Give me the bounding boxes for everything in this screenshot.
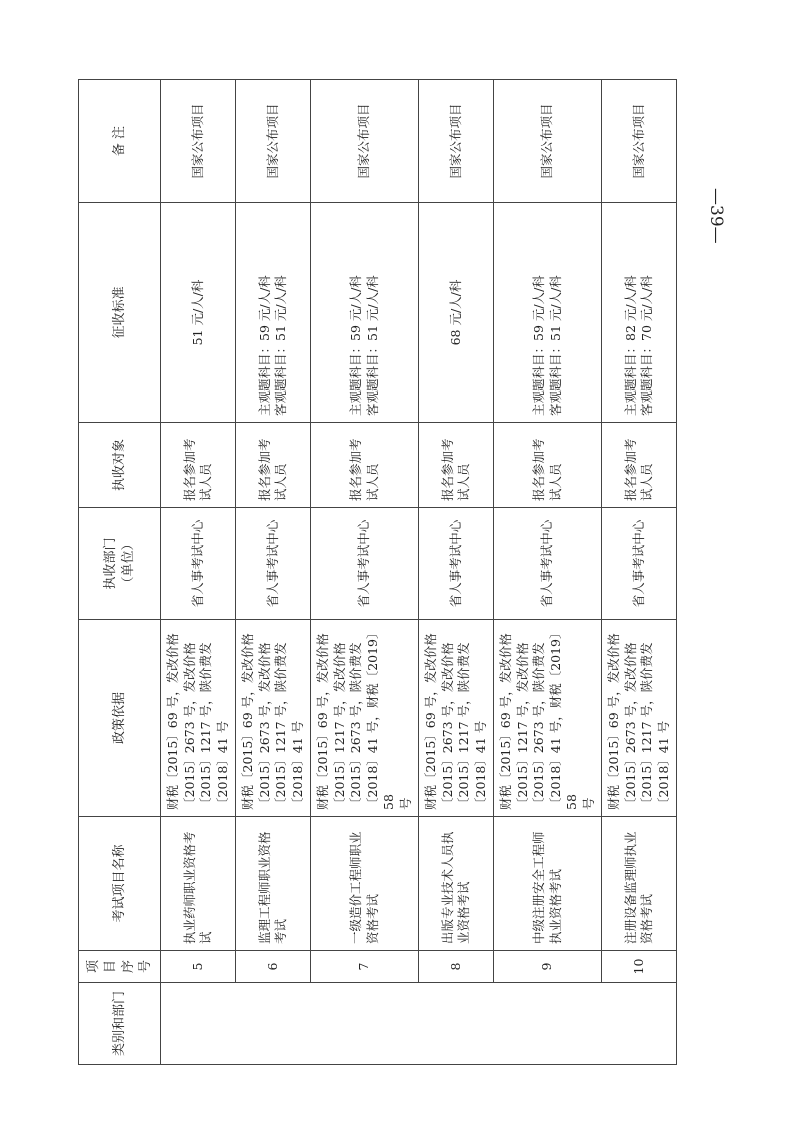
basis-line: 〔2015〕1217 号，陕价费发 xyxy=(273,642,288,810)
basis-line: 〔2015〕2673 号，发改价格 xyxy=(439,642,455,810)
basis-cell xyxy=(161,620,236,817)
remark-cell: 国家公布项目 xyxy=(494,80,602,203)
header-dept-label: 执收部门 xyxy=(103,537,119,590)
dept-cell: 省人事考试中心 xyxy=(311,508,419,620)
basis-line: 财税〔2015〕69 号，发改价格 xyxy=(423,633,438,810)
standard-line: 客观题科目：51 元/人/科 xyxy=(364,275,380,416)
standard-cell xyxy=(602,203,677,423)
standard-line: 客观题科目：51 元/人/科 xyxy=(547,275,563,416)
dept-cell: 省人事考试中心 xyxy=(602,508,677,620)
table-row xyxy=(602,80,677,1065)
standard-cell xyxy=(311,203,419,423)
standard-cell xyxy=(236,203,311,423)
basis-cell xyxy=(311,620,419,817)
standard-line: 客观题科目：70 元/人/科 xyxy=(639,275,654,416)
name-cell: 注册设备监理师执业资格考试 xyxy=(602,817,677,951)
standard-line: 主观题科目：82 元/人/科 xyxy=(622,275,638,416)
standard-line: 68 元/人/科 xyxy=(447,279,463,346)
page-number: —39— xyxy=(706,188,726,244)
seq-cell: 7 xyxy=(311,951,419,983)
table-body xyxy=(161,80,677,1065)
header-remark: 备 注 xyxy=(79,80,161,203)
name-cell: 出版专业技术人员执业资格考试 xyxy=(419,817,494,951)
basis-line: 〔2015〕2673 号，发改价格 xyxy=(181,642,197,810)
basis-line: 〔2015〕1217 号，陕价费发 xyxy=(198,642,213,810)
basis-line: 号 xyxy=(397,797,413,810)
basis-line: 〔2018〕41 号 xyxy=(289,720,305,810)
basis-line: 〔2018〕41 号 xyxy=(214,720,230,810)
basis-line: 〔2018〕41 号 xyxy=(655,720,671,810)
basis-line: 财税〔2015〕69 号，发改价格 xyxy=(498,633,513,810)
table-row xyxy=(236,80,311,1065)
header-seq: 项目序号 xyxy=(79,951,161,983)
basis-line: 〔2015〕2673 号，陕价费发 xyxy=(531,642,546,810)
seq-cell: 5 xyxy=(161,951,236,983)
table-row xyxy=(311,80,419,1065)
basis-line: 〔2015〕1217 号，陕价费发 xyxy=(456,642,471,810)
header-category: 类别和部门 xyxy=(79,983,161,1065)
remark-cell: 国家公布项目 xyxy=(161,80,236,203)
table-header-row xyxy=(79,80,161,1065)
basis-line: 〔2018〕41 号 xyxy=(472,720,488,810)
header-dept-sub: （单位） xyxy=(120,537,136,590)
target-cell: 报名参加考试人员 xyxy=(419,423,494,508)
basis-line: 财税〔2015〕69 号，发改价格 xyxy=(240,633,255,810)
target-cell: 报名参加考试人员 xyxy=(161,423,236,508)
exam-fee-table xyxy=(78,79,677,1065)
target-cell: 报名参加考试人员 xyxy=(494,423,602,508)
name-cell: 执业药师职业资格考试 xyxy=(161,817,236,951)
seq-cell: 8 xyxy=(419,951,494,983)
seq-cell: 6 xyxy=(236,951,311,983)
basis-line: 〔2015〕1217 号，陕价费发 xyxy=(639,642,654,810)
table-row xyxy=(494,80,602,1065)
name-cell: 一级造价工程师职业资格考试 xyxy=(311,817,419,951)
dept-cell: 省人事考试中心 xyxy=(494,508,602,620)
target-cell: 报名参加考试人员 xyxy=(236,423,311,508)
basis-cell xyxy=(602,620,677,817)
dept-cell: 省人事考试中心 xyxy=(419,508,494,620)
standard-cell xyxy=(161,203,236,423)
standard-line: 主观题科目：59 元/人/科 xyxy=(531,275,546,416)
basis-cell xyxy=(419,620,494,817)
basis-line: 财税〔2015〕69 号，发改价格 xyxy=(165,633,180,810)
remark-cell: 国家公布项目 xyxy=(419,80,494,203)
dept-cell: 省人事考试中心 xyxy=(236,508,311,620)
basis-line: 财税〔2015〕69 号，发改价格 xyxy=(315,633,330,810)
basis-line: 〔2015〕1217 号，发改价格 xyxy=(331,642,347,810)
header-target: 执收对象 xyxy=(79,423,161,508)
seq-cell: 9 xyxy=(494,951,602,983)
rotated-table-wrapper xyxy=(78,80,675,1065)
header-basis: 政策依据 xyxy=(79,620,161,817)
standard-line: 客观题科目：51 元/人/科 xyxy=(273,275,288,416)
remark-cell: 国家公布项目 xyxy=(602,80,677,203)
basis-line: 〔2015〕2673 号，发改价格 xyxy=(622,642,638,810)
standard-line: 51 元/人/科 xyxy=(189,279,205,346)
target-cell: 报名参加考试人员 xyxy=(602,423,677,508)
header-dept xyxy=(79,508,161,620)
basis-cell xyxy=(494,620,602,817)
table-row xyxy=(419,80,494,1065)
basis-cell xyxy=(236,620,311,817)
basis-line: 〔2015〕1217 号，发改价格 xyxy=(514,642,530,810)
seq-cell: 10 xyxy=(602,951,677,983)
basis-line: 〔2015〕2673 号，发改价格 xyxy=(256,642,272,810)
category-cell xyxy=(161,983,677,1065)
standard-cell xyxy=(419,203,494,423)
basis-line: 〔2018〕41 号，财税〔2019〕58 xyxy=(364,626,396,810)
name-cell: 中级注册安全工程师执业资格考试 xyxy=(494,817,602,951)
standard-line: 主观题科目：59 元/人/科 xyxy=(348,275,363,416)
dept-cell: 省人事考试中心 xyxy=(161,508,236,620)
target-cell: 报名参加考试人员 xyxy=(311,423,419,508)
basis-line: 〔2015〕2673 号，陕价费发 xyxy=(348,642,363,810)
header-name: 考试项目名称 xyxy=(79,817,161,951)
standard-cell xyxy=(494,203,602,423)
name-cell: 监理工程师职业资格考试 xyxy=(236,817,311,951)
basis-line: 财税〔2015〕69 号，发改价格 xyxy=(606,633,621,810)
header-standard: 征收标准 xyxy=(79,203,161,423)
remark-cell: 国家公布项目 xyxy=(236,80,311,203)
basis-line: 〔2018〕41 号，财税〔2019〕58 xyxy=(547,626,579,810)
basis-line: 号 xyxy=(580,797,596,810)
standard-line: 主观题科目：59 元/人/科 xyxy=(256,275,272,416)
remark-cell: 国家公布项目 xyxy=(311,80,419,203)
table-row xyxy=(161,80,236,1065)
